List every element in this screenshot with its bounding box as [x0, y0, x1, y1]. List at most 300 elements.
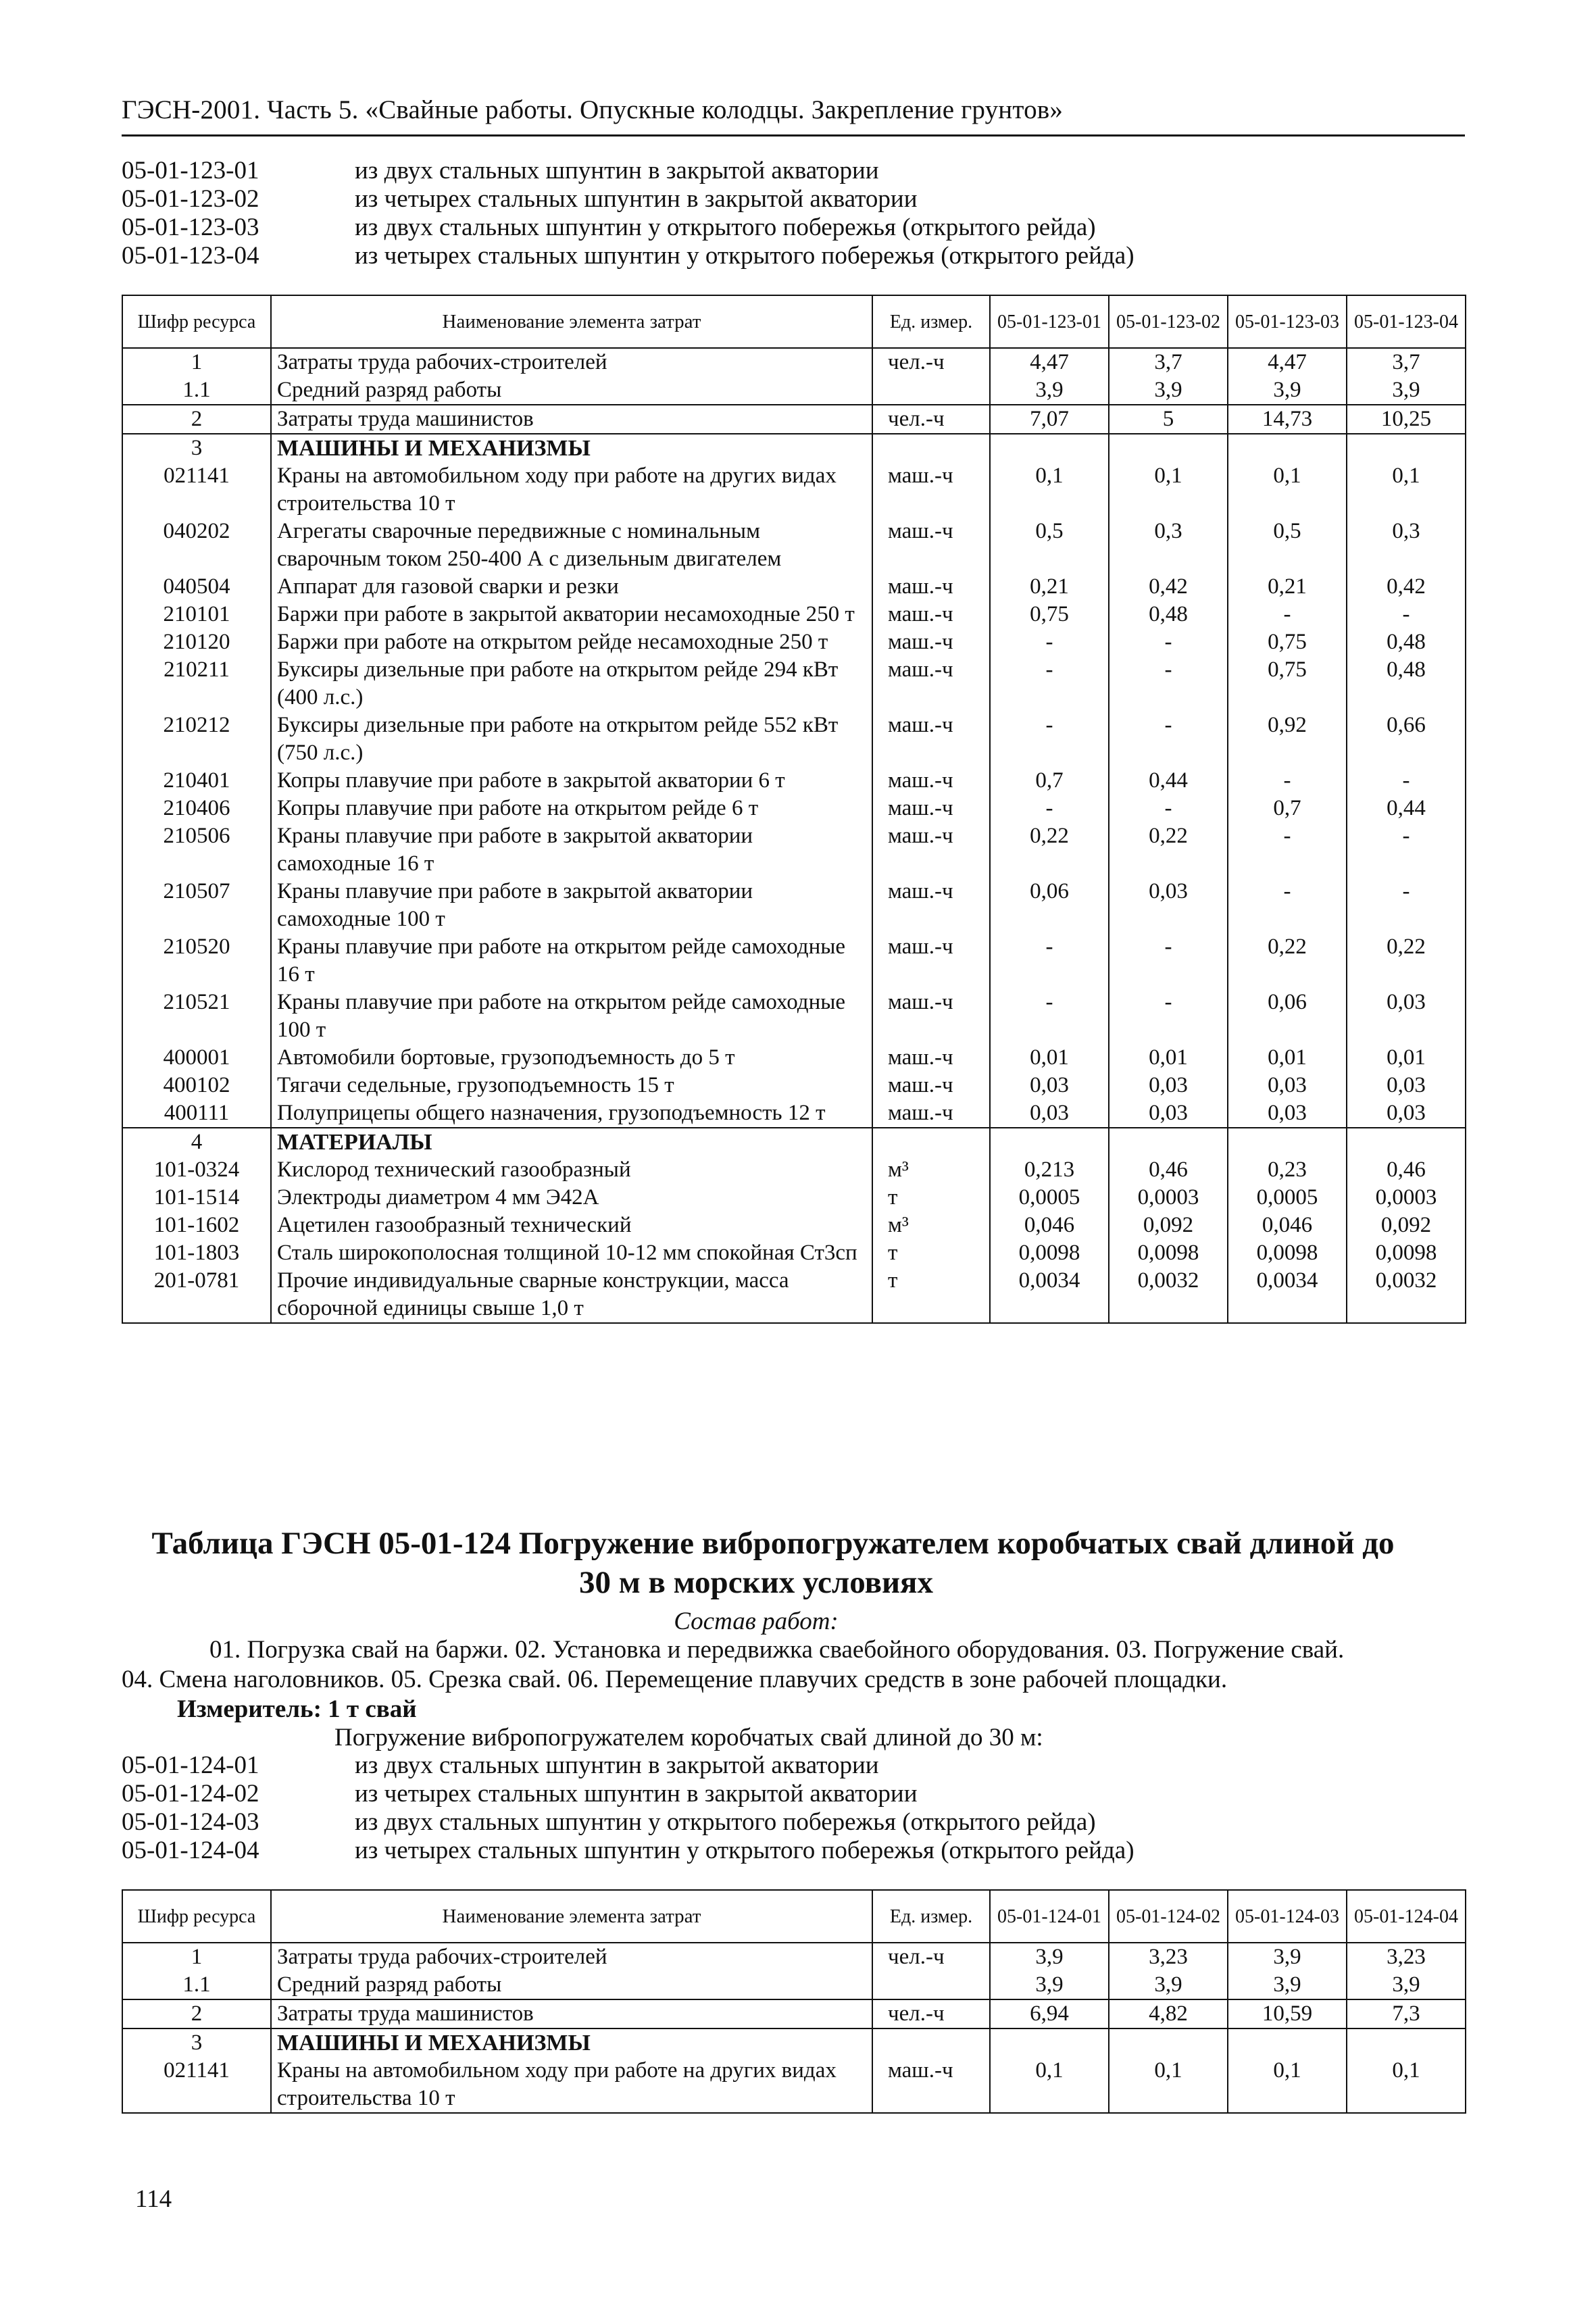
- table-row: [122, 1072, 1466, 1099]
- value-cell: 10,25: [1347, 405, 1466, 434]
- value-cell: 3,23: [1109, 1943, 1228, 1971]
- value-cell: -: [1228, 878, 1347, 933]
- cost-element-name: Средний разряд работы: [271, 1971, 872, 1999]
- value-cell: 0,03: [1347, 989, 1466, 1044]
- value-cell: [1347, 434, 1466, 462]
- resource-code: 201-0781: [122, 1267, 271, 1323]
- table-row: [122, 1971, 1466, 1999]
- value-cell: -: [1228, 767, 1347, 795]
- resource-code: 2: [122, 1999, 271, 2028]
- value-cell: [1228, 1128, 1347, 1156]
- value-cell: -: [1109, 628, 1228, 656]
- value-cell: 0,22: [1347, 933, 1466, 989]
- value-cell: 0,01: [1109, 1044, 1228, 1072]
- cost-element-name: Сталь широкополосная толщиной 10-12 мм спокойная Ст3сп: [271, 1239, 872, 1267]
- value-cell: -: [990, 933, 1109, 989]
- value-cell: 0,21: [1228, 573, 1347, 601]
- value-cell: 0,48: [1347, 628, 1466, 656]
- value-cell: 0,48: [1109, 601, 1228, 628]
- header-unit: Ед. измер.: [872, 1890, 990, 1943]
- value-cell: 0,46: [1347, 1156, 1466, 1184]
- resource-code: 040202: [122, 518, 271, 573]
- unit-cell: [872, 1971, 990, 1999]
- resource-code: 1.1: [122, 376, 271, 405]
- resource-code: 210101: [122, 601, 271, 628]
- table-row: [122, 434, 1466, 462]
- item-text: из двух стальных шпунтин у открытого побережья (открытого рейда): [355, 1808, 1096, 1836]
- table-row: [122, 376, 1466, 405]
- value-cell: -: [1347, 767, 1466, 795]
- unit-cell: маш.-ч: [872, 767, 990, 795]
- header-col: 05-01-124-01: [990, 1890, 1109, 1943]
- value-cell: 0,1: [1347, 2057, 1466, 2113]
- table-row: [122, 822, 1466, 878]
- value-cell: 0,7: [1228, 795, 1347, 822]
- unit-cell: маш.-ч: [872, 518, 990, 573]
- table-row: [122, 1128, 1466, 1156]
- resource-code: 101-1514: [122, 1184, 271, 1212]
- value-cell: 0,0098: [1228, 1239, 1347, 1267]
- value-cell: 14,73: [1228, 405, 1347, 434]
- header-col: 05-01-123-02: [1109, 295, 1228, 348]
- value-cell: [1109, 2028, 1228, 2057]
- resource-code: 400111: [122, 1099, 271, 1128]
- value-cell: 6,94: [990, 1999, 1109, 2028]
- value-cell: 0,06: [990, 878, 1109, 933]
- code-item: [122, 1808, 1134, 1837]
- item-text: из двух стальных шпунтин в закрытой акватории: [355, 157, 879, 184]
- resource-code: 210507: [122, 878, 271, 933]
- cost-element-name: Копры плавучие при работе в закрытой акватории 6 т: [271, 767, 872, 795]
- value-cell: 0,66: [1347, 712, 1466, 767]
- table-row: [122, 1156, 1466, 1184]
- item-text: из четырех стальных шпунтин у открытого побережья (открытого рейда): [355, 242, 1134, 270]
- unit-cell: маш.-ч: [872, 989, 990, 1044]
- resource-code: 210211: [122, 656, 271, 712]
- table-row: [122, 462, 1466, 518]
- unit-cell: т: [872, 1239, 990, 1267]
- cost-element-name: Затраты труда машинистов: [271, 1999, 872, 2028]
- resource-table-123: [122, 295, 1466, 1324]
- table-row: [122, 712, 1466, 767]
- value-cell: 0,03: [990, 1099, 1109, 1128]
- table-row: [122, 1044, 1466, 1072]
- value-cell: -: [1109, 656, 1228, 712]
- resource-code: 210520: [122, 933, 271, 989]
- value-cell: 0,0005: [990, 1184, 1109, 1212]
- item-code: 05-01-123-02: [122, 185, 259, 213]
- code-item: [122, 157, 1134, 185]
- value-cell: 0,0098: [1109, 1239, 1228, 1267]
- resource-code: 021141: [122, 2057, 271, 2113]
- value-cell: 0,7: [990, 767, 1109, 795]
- value-cell: 0,22: [1228, 933, 1347, 989]
- table-row: [122, 573, 1466, 601]
- value-cell: 3,9: [1228, 376, 1347, 405]
- value-cell: 0,03: [1347, 1072, 1466, 1099]
- cost-element-name: Тягачи седельные, грузоподъемность 15 т: [271, 1072, 872, 1099]
- page-number: 114: [135, 2185, 172, 2213]
- value-cell: 0,01: [1347, 1044, 1466, 1072]
- running-header: ГЭСН-2001. Часть 5. «Свайные работы. Опускные колодцы. Закрепление грунтов»: [122, 95, 1064, 124]
- unit-cell: маш.-ч: [872, 878, 990, 933]
- table-row: [122, 878, 1466, 933]
- header-name: Наименование элемента затрат: [271, 295, 872, 348]
- table-header-row: [122, 295, 1466, 348]
- resource-code: 101-1602: [122, 1212, 271, 1239]
- unit-cell: маш.-ч: [872, 1072, 990, 1099]
- value-cell: 3,9: [1347, 1971, 1466, 1999]
- resource-code: 400102: [122, 1072, 271, 1099]
- cost-element-name: Аппарат для газовой сварки и резки: [271, 573, 872, 601]
- unit-cell: м³: [872, 1212, 990, 1239]
- value-cell: [1228, 434, 1347, 462]
- unit-cell: чел.-ч: [872, 348, 990, 376]
- value-cell: 0,0005: [1228, 1184, 1347, 1212]
- table-row: [122, 656, 1466, 712]
- value-cell: 0,5: [1228, 518, 1347, 573]
- value-cell: -: [990, 989, 1109, 1044]
- value-cell: 3,9: [990, 376, 1109, 405]
- code-item: [122, 1837, 1134, 1865]
- cost-element-name: МАШИНЫ И МЕХАНИЗМЫ: [271, 434, 872, 462]
- header-rule: [122, 134, 1465, 136]
- unit-cell: маш.-ч: [872, 795, 990, 822]
- value-cell: 4,47: [990, 348, 1109, 376]
- value-cell: 7,07: [990, 405, 1109, 434]
- table-row: [122, 628, 1466, 656]
- cost-element-name: Полуприцепы общего назначения, грузоподъемность 12 т: [271, 1099, 872, 1128]
- value-cell: 0,42: [1109, 573, 1228, 601]
- unit-cell: чел.-ч: [872, 1943, 990, 1971]
- cost-element-name: Прочие индивидуальные сварные конструкции, масса сборочной единицы свыше 1,0 т: [271, 1267, 872, 1323]
- unit-cell: чел.-ч: [872, 405, 990, 434]
- cost-element-name: Ацетилен газообразный технический: [271, 1212, 872, 1239]
- unit-cell: [872, 1128, 990, 1156]
- header-col: 05-01-123-04: [1347, 295, 1466, 348]
- codes-subtitle: Погружение вибропогружателем коробчатых свай длиной до 30 м:: [334, 1724, 1043, 1751]
- value-cell: 0,42: [1347, 573, 1466, 601]
- cost-element-name: Краны на автомобильном ходу при работе на других видах строительства 10 т: [271, 462, 872, 518]
- table-row: [122, 933, 1466, 989]
- value-cell: 0,1: [1228, 2057, 1347, 2113]
- value-cell: 3,9: [1109, 376, 1228, 405]
- resource-code: 1: [122, 348, 271, 376]
- cost-element-name: Затраты труда машинистов: [271, 405, 872, 434]
- table-row: [122, 795, 1466, 822]
- value-cell: 0,46: [1109, 1156, 1228, 1184]
- resource-code: 101-0324: [122, 1156, 271, 1184]
- cost-element-name: МАТЕРИАЛЫ: [271, 1128, 872, 1156]
- value-cell: -: [1109, 795, 1228, 822]
- header-col: 05-01-123-03: [1228, 295, 1347, 348]
- value-cell: -: [990, 712, 1109, 767]
- value-cell: 0,22: [1109, 822, 1228, 878]
- cost-element-name: Баржи при работе в закрытой акватории несамоходные 250 т: [271, 601, 872, 628]
- unit-cell: м³: [872, 1156, 990, 1184]
- resource-code: 210401: [122, 767, 271, 795]
- value-cell: -: [1228, 601, 1347, 628]
- resource-code: 210212: [122, 712, 271, 767]
- value-cell: 0,0003: [1347, 1184, 1466, 1212]
- value-cell: 0,03: [1228, 1072, 1347, 1099]
- value-cell: 0,03: [990, 1072, 1109, 1099]
- value-cell: 0,0098: [1347, 1239, 1466, 1267]
- value-cell: 7,3: [1347, 1999, 1466, 2028]
- item-text: из четырех стальных шпунтин в закрытой акватории: [355, 185, 918, 213]
- resource-code: 1: [122, 1943, 271, 1971]
- value-cell: 0,22: [990, 822, 1109, 878]
- value-cell: 0,03: [1109, 1072, 1228, 1099]
- value-cell: 4,47: [1228, 348, 1347, 376]
- item-code: 05-01-124-04: [122, 1837, 259, 1864]
- value-cell: 4,82: [1109, 1999, 1228, 2028]
- cost-element-name: Буксиры дизельные при работе на открытом рейде 294 кВт (400 л.с.): [271, 656, 872, 712]
- value-cell: 0,092: [1347, 1212, 1466, 1239]
- value-cell: 0,1: [990, 462, 1109, 518]
- header-col: 05-01-123-01: [990, 295, 1109, 348]
- value-cell: 0,48: [1347, 656, 1466, 712]
- value-cell: 0,0034: [1228, 1267, 1347, 1323]
- value-cell: 0,23: [1228, 1156, 1347, 1184]
- value-cell: [1109, 434, 1228, 462]
- value-cell: [990, 434, 1109, 462]
- value-cell: 0,0032: [1109, 1267, 1228, 1323]
- value-cell: 3,9: [1109, 1971, 1228, 1999]
- unit-cell: маш.-ч: [872, 822, 990, 878]
- table-row: [122, 1267, 1466, 1323]
- unit-cell: [872, 2028, 990, 2057]
- value-cell: 0,3: [1109, 518, 1228, 573]
- unit-cell: маш.-ч: [872, 601, 990, 628]
- cost-element-name: Автомобили бортовые, грузоподъемность до 5 т: [271, 1044, 872, 1072]
- table-row: [122, 767, 1466, 795]
- value-cell: 0,3: [1347, 518, 1466, 573]
- value-cell: -: [990, 656, 1109, 712]
- cost-element-name: Копры плавучие при работе на открытом рейде 6 т: [271, 795, 872, 822]
- composition-label: Состав работ:: [674, 1608, 839, 1635]
- code-item: [122, 1751, 1134, 1780]
- works-line: 01. Погрузка свай на баржи. 02. Установка и передвижка сваебойного оборудования. 03. Погружение свай.: [209, 1636, 1345, 1664]
- cost-element-name: Буксиры дизельные при работе на открытом рейде 552 кВт (750 л.с.): [271, 712, 872, 767]
- meter-label: Измеритель: 1 т свай: [177, 1695, 417, 1723]
- works-line: 04. Смена наголовников. 05. Срезка свай. 06. Перемещение плавучих средств в зоне рабочей площадки.: [122, 1666, 1228, 1693]
- value-cell: -: [1347, 822, 1466, 878]
- header-code: Шифр ресурса: [122, 1890, 271, 1943]
- item-text: из двух стальных шпунтин в закрытой акватории: [355, 1751, 879, 1779]
- value-cell: 0,92: [1228, 712, 1347, 767]
- item-code: 05-01-123-01: [122, 157, 259, 184]
- item-code: 05-01-124-03: [122, 1808, 259, 1836]
- cost-element-name: Средний разряд работы: [271, 376, 872, 405]
- resource-code: 210521: [122, 989, 271, 1044]
- table-row: [122, 989, 1466, 1044]
- value-cell: 0,21: [990, 573, 1109, 601]
- code-item: [122, 242, 1134, 270]
- header-name: Наименование элемента затрат: [271, 1890, 872, 1943]
- value-cell: 0,0034: [990, 1267, 1109, 1323]
- table-row: [122, 348, 1466, 376]
- cost-element-name: Краны на автомобильном ходу при работе на других видах строительства 10 т: [271, 2057, 872, 2113]
- table-row: [122, 405, 1466, 434]
- value-cell: 0,213: [990, 1156, 1109, 1184]
- item-code: 05-01-124-02: [122, 1780, 259, 1808]
- cost-element-name: Агрегаты сварочные передвижные с номинальным сварочным током 250-400 А с дизельным двигателем: [271, 518, 872, 573]
- cost-element-name: Краны плавучие при работе на открытом рейде самоходные 16 т: [271, 933, 872, 989]
- item-text: из четырех стальных шпунтин у открытого побережья (открытого рейда): [355, 1837, 1134, 1864]
- value-cell: -: [1347, 878, 1466, 933]
- item-code: 05-01-123-03: [122, 214, 259, 241]
- value-cell: 3,9: [1228, 1971, 1347, 1999]
- value-cell: 0,06: [1228, 989, 1347, 1044]
- value-cell: 0,5: [990, 518, 1109, 573]
- value-cell: 0,0032: [1347, 1267, 1466, 1323]
- value-cell: 0,03: [1228, 1099, 1347, 1128]
- value-cell: 0,03: [1347, 1099, 1466, 1128]
- table-header-row: [122, 1890, 1466, 1943]
- header-unit: Ед. измер.: [872, 295, 990, 348]
- resource-code: 040504: [122, 573, 271, 601]
- value-cell: 0,0098: [990, 1239, 1109, 1267]
- resource-code: 2: [122, 405, 271, 434]
- value-cell: -: [1109, 712, 1228, 767]
- value-cell: 0,03: [1109, 878, 1228, 933]
- value-cell: -: [1228, 822, 1347, 878]
- cost-element-name: МАШИНЫ И МЕХАНИЗМЫ: [271, 2028, 872, 2057]
- cost-element-name: Краны плавучие при работе в закрытой акватории самоходные 100 т: [271, 878, 872, 933]
- value-cell: 0,092: [1109, 1212, 1228, 1239]
- value-cell: 0,1: [1109, 2057, 1228, 2113]
- unit-cell: маш.-ч: [872, 1044, 990, 1072]
- value-cell: -: [990, 795, 1109, 822]
- unit-cell: маш.-ч: [872, 1099, 990, 1128]
- table-row: [122, 2057, 1466, 2113]
- item-text: из двух стальных шпунтин у открытого побережья (открытого рейда): [355, 214, 1096, 241]
- header-col: 05-01-124-02: [1109, 1890, 1228, 1943]
- value-cell: 0,44: [1347, 795, 1466, 822]
- table-row: [122, 601, 1466, 628]
- unit-cell: маш.-ч: [872, 712, 990, 767]
- resource-code: 3: [122, 2028, 271, 2057]
- header-col: 05-01-124-03: [1228, 1890, 1347, 1943]
- cost-element-name: Краны плавучие при работе в закрытой акватории самоходные 16 т: [271, 822, 872, 878]
- code-item: [122, 185, 1134, 214]
- unit-cell: т: [872, 1267, 990, 1323]
- value-cell: [990, 1128, 1109, 1156]
- resource-code: 1.1: [122, 1971, 271, 1999]
- value-cell: 0,1: [1228, 462, 1347, 518]
- table-row: [122, 1943, 1466, 1971]
- table-row: [122, 1184, 1466, 1212]
- item-code: 05-01-123-04: [122, 242, 259, 270]
- value-cell: 0,44: [1109, 767, 1228, 795]
- resource-code: 210506: [122, 822, 271, 878]
- code-list-124: [122, 1751, 1134, 1865]
- unit-cell: маш.-ч: [872, 656, 990, 712]
- value-cell: [1228, 2028, 1347, 2057]
- value-cell: 3,7: [1347, 348, 1466, 376]
- value-cell: -: [1109, 933, 1228, 989]
- unit-cell: маш.-ч: [872, 933, 990, 989]
- value-cell: 0,75: [990, 601, 1109, 628]
- value-cell: 3,9: [1347, 376, 1466, 405]
- value-cell: 3,23: [1347, 1943, 1466, 1971]
- title-line-1: Таблица ГЭСН 05-01-124 Погружение вибропогружателем коробчатых свай длиной до: [151, 1526, 1395, 1561]
- value-cell: 0,1: [990, 2057, 1109, 2113]
- resource-code: 021141: [122, 462, 271, 518]
- value-cell: 0,75: [1228, 628, 1347, 656]
- value-cell: 0,01: [990, 1044, 1109, 1072]
- unit-cell: маш.-ч: [872, 573, 990, 601]
- value-cell: 0,1: [1109, 462, 1228, 518]
- value-cell: 3,9: [1228, 1943, 1347, 1971]
- value-cell: [990, 2028, 1109, 2057]
- table-row: [122, 1239, 1466, 1267]
- resource-code: 210406: [122, 795, 271, 822]
- header-code: Шифр ресурса: [122, 295, 271, 348]
- unit-cell: чел.-ч: [872, 1999, 990, 2028]
- resource-code: 210120: [122, 628, 271, 656]
- cost-element-name: Затраты труда рабочих-строителей: [271, 348, 872, 376]
- value-cell: 3,9: [990, 1971, 1109, 1999]
- value-cell: 10,59: [1228, 1999, 1347, 2028]
- table-row: [122, 2028, 1466, 2057]
- table-row: [122, 1099, 1466, 1128]
- value-cell: 0,1: [1347, 462, 1466, 518]
- table-row: [122, 518, 1466, 573]
- value-cell: 0,046: [990, 1212, 1109, 1239]
- cost-element-name: Электроды диаметром 4 мм Э42А: [271, 1184, 872, 1212]
- value-cell: 0,01: [1228, 1044, 1347, 1072]
- resource-table-124: [122, 1889, 1466, 2114]
- works-composition: [122, 1635, 1465, 1695]
- resource-code: 101-1803: [122, 1239, 271, 1267]
- table-row: [122, 1999, 1466, 2028]
- value-cell: 0,75: [1228, 656, 1347, 712]
- value-cell: -: [1109, 989, 1228, 1044]
- value-cell: 0,046: [1228, 1212, 1347, 1239]
- value-cell: [1347, 1128, 1466, 1156]
- value-cell: 3,9: [990, 1943, 1109, 1971]
- code-item: [122, 1780, 1134, 1808]
- table-row: [122, 1212, 1466, 1239]
- table-title: [122, 1524, 1465, 1602]
- resource-code: 4: [122, 1128, 271, 1156]
- value-cell: 0,03: [1109, 1099, 1228, 1128]
- item-text: из четырех стальных шпунтин в закрытой акватории: [355, 1780, 918, 1808]
- value-cell: 5: [1109, 405, 1228, 434]
- unit-cell: [872, 434, 990, 462]
- unit-cell: маш.-ч: [872, 628, 990, 656]
- unit-cell: т: [872, 1184, 990, 1212]
- value-cell: -: [990, 628, 1109, 656]
- value-cell: [1347, 2028, 1466, 2057]
- value-cell: 3,7: [1109, 348, 1228, 376]
- unit-cell: маш.-ч: [872, 462, 990, 518]
- cost-element-name: Затраты труда рабочих-строителей: [271, 1943, 872, 1971]
- cost-element-name: Краны плавучие при работе на открытом рейде самоходные 100 т: [271, 989, 872, 1044]
- item-code: 05-01-124-01: [122, 1751, 259, 1779]
- header-col: 05-01-124-04: [1347, 1890, 1466, 1943]
- value-cell: [1109, 1128, 1228, 1156]
- cost-element-name: Кислород технический газообразный: [271, 1156, 872, 1184]
- unit-cell: [872, 376, 990, 405]
- code-list-123: [122, 157, 1134, 270]
- value-cell: -: [1347, 601, 1466, 628]
- unit-cell: маш.-ч: [872, 2057, 990, 2113]
- code-item: [122, 214, 1134, 242]
- resource-code: 3: [122, 434, 271, 462]
